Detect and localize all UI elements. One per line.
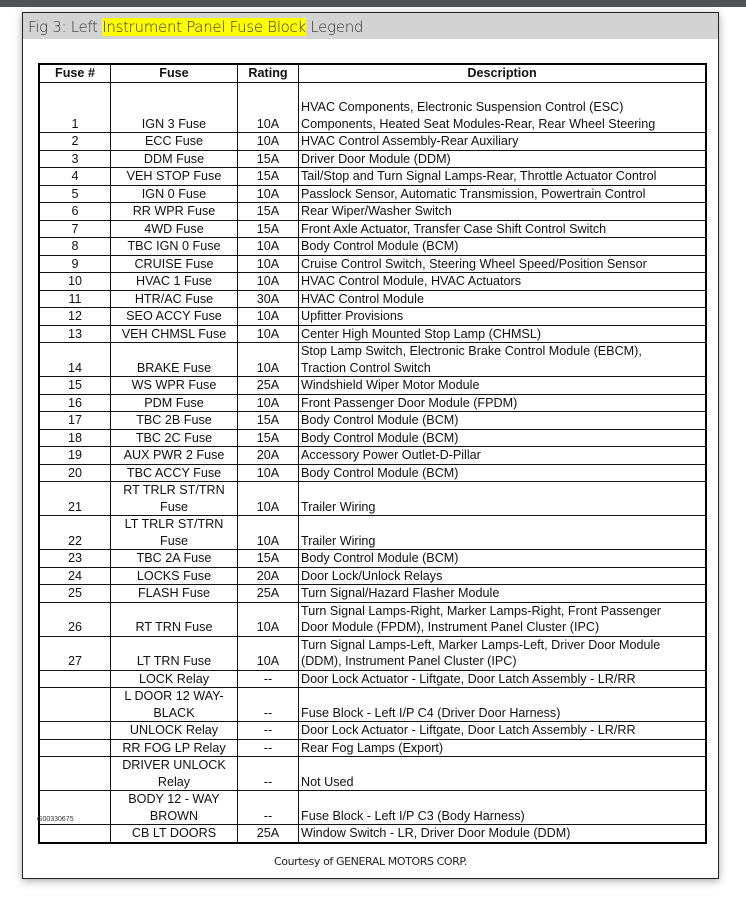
fuse-name-cell [111, 133, 238, 151]
rating-cell: 10A [238, 516, 299, 550]
fuse-name-cell-line: UNLOCK Relay [129, 723, 219, 737]
description-cell [299, 739, 707, 757]
rating-cell: 20A [238, 447, 299, 465]
fuse-name-cell [111, 394, 238, 412]
rating-cell: 20A [238, 567, 299, 585]
description-cell [299, 238, 707, 256]
fuse-name-cell-line: TBC ACCY Fuse [126, 465, 222, 480]
table-row [39, 688, 706, 722]
description-cell [299, 636, 707, 670]
table-row [39, 636, 706, 670]
table-row [39, 185, 706, 203]
table-row [39, 412, 706, 430]
rating-cell: 15A [238, 220, 299, 238]
table-row [39, 757, 706, 791]
table-row [39, 168, 706, 186]
table-row [39, 325, 706, 343]
fuse-name-cell-line: Relay [157, 774, 191, 789]
rating-cell: 25A [238, 377, 299, 395]
description-cell [299, 602, 707, 636]
title-suffix: Legend [305, 18, 364, 36]
description-cell [299, 585, 707, 603]
fuse-name-cell [111, 516, 238, 550]
table-row [39, 791, 706, 825]
rating-cell: 10A [238, 238, 299, 256]
table-row [39, 255, 706, 273]
fuse-name-cell-line: L DOOR 12 WAY- [124, 689, 224, 703]
description-cell-line: Rear Fog Lamps (Export) [301, 740, 444, 755]
description-cell-line: (DDM), Instrument Panel Cluster (IPC) [301, 654, 517, 668]
fuse-name-cell [111, 739, 238, 757]
fuse-name-cell [111, 255, 238, 273]
description-cell-line: HVAC Control Module, HVAC Actuators [301, 274, 522, 288]
fuse-name-cell-line: RT TRLR ST/TRN [123, 483, 225, 497]
description-cell-line: Fuse Block - Left I/P C4 (Driver Door Harness) [301, 705, 561, 720]
fuse-number-cell: 9 [39, 255, 111, 273]
description-cell [299, 185, 707, 203]
fuse-number-cell [39, 722, 111, 740]
top-bar [0, 0, 746, 7]
description-cell [299, 482, 707, 516]
description-cell [299, 133, 707, 151]
fuse-number-cell: 11 [39, 290, 111, 308]
description-cell-line: Door Lock Actuator - Liftgate, Door Latch Assembly - LR/RR [301, 671, 636, 686]
rating-cell: 10A [238, 185, 299, 203]
fuse-name-cell-line: LOCKS Fuse [136, 568, 212, 583]
fuse-number-cell: 14 [39, 343, 111, 377]
rating-cell: 10A [238, 636, 299, 670]
rating-cell: -- [238, 757, 299, 791]
description-cell [299, 255, 707, 273]
description-cell [299, 308, 707, 326]
description-cell [299, 670, 707, 688]
fuse-name-cell [111, 636, 238, 670]
fuse-name-cell [111, 150, 238, 168]
description-cell-line: Rear Wiper/Washer Switch [301, 204, 452, 218]
table-row [39, 82, 706, 133]
table-row [39, 567, 706, 585]
description-cell-line: Trailer Wiring [301, 499, 376, 514]
fuse-name-cell-line: TBC 2A Fuse [136, 551, 212, 565]
description-cell [299, 825, 707, 843]
description-cell [299, 550, 707, 568]
fuse-name-cell [111, 791, 238, 825]
fuse-name-cell [111, 670, 238, 688]
description-cell-line: Stop Lamp Switch, Electronic Brake Control Module (EBCM), [301, 344, 642, 358]
figure-code: G00330675 [37, 816, 74, 823]
rating-cell: 15A [238, 168, 299, 186]
fuse-name-cell [111, 168, 238, 186]
description-cell-line: Upfitter Provisions [301, 309, 404, 323]
fuse-number-cell [39, 825, 111, 843]
description-cell-line: Center High Mounted Stop Lamp (CHMSL) [301, 326, 542, 341]
header-fuse-number: Fuse # [39, 64, 111, 82]
fuse-name-cell-line: VEH CHMSL Fuse [121, 326, 227, 341]
header-fuse: Fuse [111, 64, 238, 82]
fuse-name-cell [111, 185, 238, 203]
table-row [39, 602, 706, 636]
fuse-number-cell: 22 [39, 516, 111, 550]
rating-cell: 15A [238, 412, 299, 430]
fuse-name-cell [111, 238, 238, 256]
rating-cell: 10A [238, 343, 299, 377]
table-row [39, 220, 706, 238]
fuse-name-cell-line: PDM Fuse [144, 395, 204, 410]
fuse-name-cell [111, 585, 238, 603]
description-cell-line: Window Switch - LR, Driver Door Module (DDM) [301, 826, 571, 840]
fuse-number-cell: 15 [39, 377, 111, 395]
description-cell-line: Body Control Module (BCM) [301, 413, 459, 427]
fuse-number-cell: 6 [39, 203, 111, 221]
description-cell [299, 688, 707, 722]
fuse-number-cell: 20 [39, 464, 111, 482]
fuse-name-cell [111, 688, 238, 722]
fuse-number-cell: 26 [39, 602, 111, 636]
fuse-name-cell-line: BRAKE Fuse [136, 360, 212, 375]
fuse-name-cell-line: BROWN [149, 808, 199, 823]
title-highlight: Instrument Panel Fuse Block [102, 18, 306, 36]
table-row [39, 585, 706, 603]
fuse-name-cell-line: 4WD Fuse [144, 221, 204, 236]
fuse-name-cell [111, 220, 238, 238]
table-row [39, 133, 706, 151]
fuse-name-cell-line: TBC 2C Fuse [135, 430, 213, 445]
description-cell-line: Passlock Sensor, Automatic Transmission, Powertrain Control [301, 186, 646, 201]
description-cell [299, 343, 707, 377]
description-cell [299, 567, 707, 585]
description-cell [299, 464, 707, 482]
description-cell-line: Turn Signal Lamps-Left, Marker Lamps-Left, Driver Door Module [301, 637, 661, 652]
description-cell-line: Not Used [301, 774, 354, 789]
description-cell [299, 290, 707, 308]
fuse-number-cell [39, 757, 111, 791]
description-cell-line: Fuse Block - Left I/P C3 (Body Harness) [301, 808, 525, 823]
fuse-name-cell [111, 722, 238, 740]
rating-cell: 10A [238, 308, 299, 326]
rating-cell: 25A [238, 585, 299, 603]
description-cell-line: Tail/Stop and Turn Signal Lamps-Rear, Throttle Actuator Control [301, 169, 657, 183]
fuse-name-cell-line: IGN 3 Fuse [141, 116, 207, 131]
description-cell-line: Trailer Wiring [301, 533, 376, 548]
table-row [39, 273, 706, 291]
description-cell-line: Windshield Wiper Motor Module [301, 378, 480, 392]
description-cell [299, 516, 707, 550]
table-row [39, 238, 706, 256]
description-cell [299, 273, 707, 291]
rating-cell: 10A [238, 464, 299, 482]
rating-cell: 10A [238, 325, 299, 343]
rating-cell: 30A [238, 290, 299, 308]
fuse-name-cell-line: BLACK [153, 705, 195, 720]
rating-cell: -- [238, 791, 299, 825]
fuse-name-cell-line: CB LT DOORS [131, 826, 217, 840]
fuse-number-cell: 1 [39, 82, 111, 133]
description-cell [299, 220, 707, 238]
rating-cell: 15A [238, 150, 299, 168]
fuse-number-cell [39, 670, 111, 688]
fuse-number-cell: 5 [39, 185, 111, 203]
header-description: Description [299, 64, 707, 82]
fuse-name-cell-line: RT TRN Fuse [135, 620, 213, 634]
fuse-name-cell [111, 273, 238, 291]
table-row [39, 464, 706, 482]
title-prefix: Fig 3: Left [28, 18, 103, 36]
rating-cell: 25A [238, 825, 299, 843]
fuse-number-cell: 13 [39, 325, 111, 343]
fuse-name-cell [111, 290, 238, 308]
fuse-number-cell: 27 [39, 636, 111, 670]
description-cell-line: Accessory Power Outlet-D-Pillar [301, 448, 481, 462]
table-row [39, 825, 706, 843]
description-cell-line: Body Control Module (BCM) [301, 465, 459, 480]
fuse-name-cell [111, 550, 238, 568]
description-cell-line: Door Lock/Unlock Relays [301, 568, 443, 583]
rating-cell: 10A [238, 394, 299, 412]
table-row [39, 739, 706, 757]
rating-cell: -- [238, 670, 299, 688]
fuse-name-cell [111, 567, 238, 585]
fuse-name-cell [111, 447, 238, 465]
description-cell [299, 394, 707, 412]
fuse-name-cell-line: DRIVER UNLOCK [122, 758, 226, 772]
fuse-name-cell [111, 757, 238, 791]
description-cell-line: HVAC Control Assembly-Rear Auxiliary [301, 134, 519, 148]
table-row [39, 447, 706, 465]
rating-cell: -- [238, 722, 299, 740]
rating-cell: 15A [238, 429, 299, 447]
fuse-name-cell-line: LOCK Relay [139, 671, 209, 686]
description-cell [299, 429, 707, 447]
description-cell-line: Front Passenger Door Module (FPDM) [301, 395, 518, 410]
table-row [39, 290, 706, 308]
table-row [39, 377, 706, 395]
rating-cell: 15A [238, 550, 299, 568]
description-cell [299, 757, 707, 791]
description-cell-line: Components, Heated Seat Modules-Rear, Rear Wheel Steering [301, 116, 656, 131]
fuse-number-cell: 24 [39, 567, 111, 585]
fuse-name-cell [111, 602, 238, 636]
description-cell-line: Traction Control Switch [301, 360, 431, 375]
table-row [39, 482, 706, 516]
fuse-name-cell-line: CRUISE Fuse [134, 256, 214, 271]
fuse-name-cell-line: RR WPR Fuse [132, 204, 216, 218]
description-cell-line: Cruise Control Switch, Steering Wheel Speed/Position Sensor [301, 256, 647, 271]
description-cell-line: HVAC Control Module [301, 291, 424, 306]
description-cell-line: Driver Door Module (DDM) [301, 151, 451, 166]
fuse-name-cell-line: HTR/AC Fuse [134, 291, 214, 306]
description-cell-line: HVAC Components, Electronic Suspension Control (ESC) [301, 100, 624, 114]
description-cell [299, 203, 707, 221]
description-cell-line: Body Control Module (BCM) [301, 239, 459, 253]
description-cell-line: Door Lock Actuator - Liftgate, Door Latch Assembly - LR/RR [301, 723, 636, 737]
rating-cell: 10A [238, 133, 299, 151]
fuse-number-cell: 21 [39, 482, 111, 516]
table-row [39, 722, 706, 740]
fuse-number-cell: 2 [39, 133, 111, 151]
description-cell [299, 168, 707, 186]
description-cell [299, 447, 707, 465]
rating-cell: 15A [238, 203, 299, 221]
fuse-name-cell-line: DDM Fuse [143, 151, 205, 166]
fuse-number-cell: 4 [39, 168, 111, 186]
rating-cell: -- [238, 688, 299, 722]
fuse-name-cell-line: LT TRLR ST/TRN [124, 517, 224, 531]
table-row [39, 550, 706, 568]
rating-cell: 10A [238, 602, 299, 636]
fuse-name-cell [111, 203, 238, 221]
fuse-legend-table [38, 63, 707, 844]
fuse-number-cell: 7 [39, 220, 111, 238]
table-row [39, 670, 706, 688]
fuse-name-cell-line: LT TRN Fuse [136, 654, 212, 668]
table-row [39, 516, 706, 550]
fuse-name-cell [111, 82, 238, 133]
description-cell [299, 82, 707, 133]
fuse-name-cell [111, 464, 238, 482]
table-row [39, 343, 706, 377]
table-row [39, 429, 706, 447]
header-rating: Rating [238, 64, 299, 82]
fuse-name-cell [111, 482, 238, 516]
fuse-name-cell [111, 325, 238, 343]
description-cell-line: Body Control Module (BCM) [301, 430, 459, 445]
rating-cell: 10A [238, 82, 299, 133]
fuse-name-cell [111, 308, 238, 326]
description-cell [299, 412, 707, 430]
fuse-name-cell-line: HVAC 1 Fuse [135, 274, 213, 288]
table-row [39, 150, 706, 168]
fuse-name-cell-line: SEO ACCY Fuse [126, 309, 222, 323]
fuse-name-cell [111, 429, 238, 447]
description-cell [299, 377, 707, 395]
description-cell-line: Turn Signal Lamps-Right, Marker Lamps-Right, Front Passenger [301, 603, 661, 618]
fuse-number-cell [39, 688, 111, 722]
figure-title [23, 13, 718, 39]
description-cell-line: Front Axle Actuator, Transfer Case Shift Control Switch [301, 221, 607, 236]
fuse-name-cell-line: BODY 12 - WAY [128, 792, 220, 806]
description-cell [299, 150, 707, 168]
description-cell-line: Body Control Module (BCM) [301, 551, 459, 565]
table-header-row [39, 64, 706, 82]
fuse-number-cell [39, 739, 111, 757]
fuse-name-cell-line: RR FOG LP Relay [122, 740, 226, 755]
fuse-name-cell [111, 377, 238, 395]
fuse-name-cell [111, 343, 238, 377]
fuse-name-cell-line: ECC Fuse [144, 134, 204, 148]
fuse-number-cell: 17 [39, 412, 111, 430]
table-row [39, 203, 706, 221]
fuse-number-cell: 12 [39, 308, 111, 326]
fuse-name-cell-line: Fuse [160, 499, 188, 514]
fuse-number-cell: 18 [39, 429, 111, 447]
description-cell [299, 791, 707, 825]
fuse-name-cell-line: TBC IGN 0 Fuse [127, 239, 221, 253]
fuse-name-cell [111, 825, 238, 843]
table-row [39, 394, 706, 412]
fuse-name-cell-line: VEH STOP Fuse [126, 169, 222, 183]
fuse-name-cell-line: Fuse [160, 533, 188, 548]
fuse-name-cell-line: FLASH Fuse [137, 586, 211, 600]
description-cell [299, 722, 707, 740]
description-cell [299, 325, 707, 343]
fuse-number-cell: 23 [39, 550, 111, 568]
fuse-number-cell: 19 [39, 447, 111, 465]
fuse-name-cell-line: TBC 2B Fuse [136, 413, 212, 427]
rating-cell: 10A [238, 273, 299, 291]
fuse-number-cell: 10 [39, 273, 111, 291]
rating-cell: 10A [238, 482, 299, 516]
courtesy-credit: Courtesy of GENERAL MOTORS CORP. [273, 855, 468, 868]
description-cell-line: Door Module (FPDM), Instrument Panel Cluster (IPC) [301, 620, 600, 634]
rating-cell: -- [238, 739, 299, 757]
fuse-name-cell-line: AUX PWR 2 Fuse [123, 448, 225, 462]
rating-cell: 10A [238, 255, 299, 273]
fuse-name-cell [111, 412, 238, 430]
description-cell-line: Turn Signal/Hazard Flasher Module [301, 586, 500, 600]
fuse-number-cell: 16 [39, 394, 111, 412]
figure-card [22, 12, 719, 879]
fuse-name-cell-line: IGN 0 Fuse [141, 186, 207, 201]
fuse-number-cell: 8 [39, 238, 111, 256]
fuse-number-cell: 25 [39, 585, 111, 603]
table-row [39, 308, 706, 326]
fuse-name-cell-line: WS WPR Fuse [131, 378, 217, 392]
fuse-number-cell: 3 [39, 150, 111, 168]
